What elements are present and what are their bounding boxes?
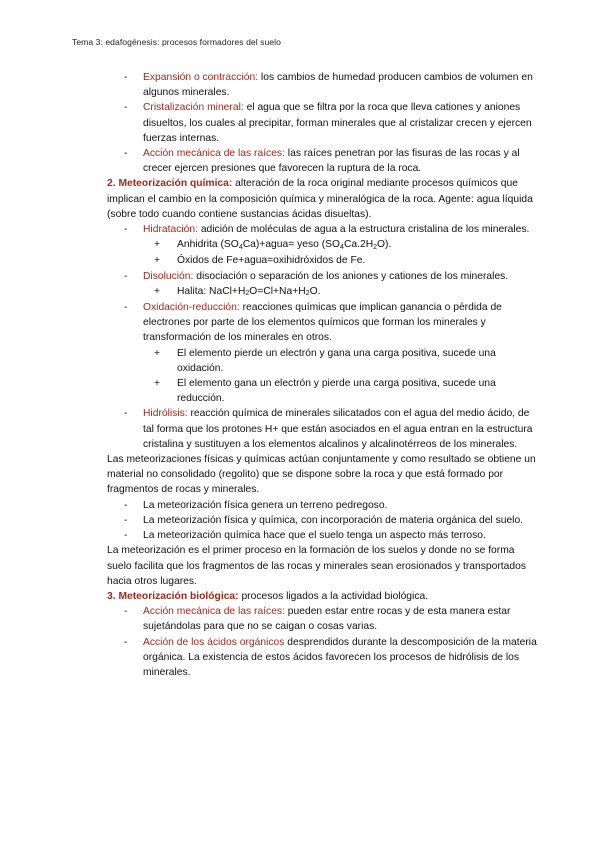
section-chemical: 2. Meteorización química: alteración de la roca original mediante procesos químicos que implican el cambio en la composición química y mineralógica de la roca. Agente: agua líquida (sobre todo cuando contiene sustancias ácidas disueltas). bbox=[107, 178, 533, 220]
list-item: - La meteorización física y química, con incorporación de materia orgánica del suelo. bbox=[124, 514, 524, 526]
document-body bbox=[107, 70, 537, 680]
list-item: - Oxidación-reducción: reacciones químicas que implican ganancia o pérdida de electrones por parte de los elementos químicos que forman los minerales y transformación de los minerales en otros. bbox=[124, 302, 502, 344]
section-heading: 3. Meteorización biológica: bbox=[107, 590, 239, 602]
list-item: - Hidratación: adición de moléculas de agua a la estructura cristalina de los minerales. bbox=[124, 224, 530, 236]
list-item: - Acción de los ácidos orgánicos desprendidos durante la descomposición de la materia orgánica. La existencia de estos ácidos favorecen los procesos de hidrólisis de los minerales. bbox=[124, 636, 537, 678]
sub-list-item: + El elemento gana un electrón y pierde una carga positiva, sucede una reducción. bbox=[154, 378, 496, 405]
sub-list-item: + Óxidos de Fe+agua=oxihidróxidos de Fe. bbox=[154, 255, 366, 267]
list-item: - Hidrólisis: reacción química de minerales silicatados con el agua del medio ácido, de tal forma que los protones H+ que están asociados en el agua entran en la estructura cristalina y sustituyen a los elementos alcalinos y alcalinotérreos de los minerales. bbox=[124, 408, 533, 450]
paragraph: Las meteorizaciones físicas y químicas actúan conjuntamente y como resultado se obtiene un material no consolidado (regolito) que se dispone sobre la roca y que está formado por fragmentos de rocas y minerales. bbox=[107, 454, 536, 496]
list-item: - Disolución: disociación o separación de los aniones y cationes de los minerales. bbox=[124, 270, 509, 282]
sub-list-item: + Anhidrita $(SO_4Ca)+agua=$ yeso $(SO_4Ca.2H_2O)$. bbox=[154, 239, 392, 251]
list-item: - Acción mecánica de las raíces: pueden estar entre rocas y de esta manera estar sujetándolas para que no se caigan o cosas varias. bbox=[124, 606, 511, 633]
paragraph: La meteorización es el primer proceso en la formación de los suelos y donde no se forma suelo facilita que los fragmentos de las rocas y minerales sean erosionados y transportados hacia otros lugares. bbox=[107, 545, 526, 587]
list-item: - La meteorización física genera un terreno pedregoso. bbox=[124, 499, 388, 511]
page-header: Tema 3: edafogénesis: procesos formadores del suelo bbox=[72, 37, 281, 47]
sub-list-item: + Halita: $NaCl+H_2O=Cl+Na+H_2O$. bbox=[154, 285, 321, 298]
list-item: - La meteorización química hace que el suelo tenga un aspecto más terroso. bbox=[124, 530, 486, 542]
section-heading: 2. Meteorización química: bbox=[107, 178, 233, 190]
list-item: - Cristalización mineral: el agua que se filtra por la roca que lleva cationes y aniones disueltos, los cuales al precipitar, forman minerales que al cristalizar crecen y ejercen fuerzas internas. bbox=[124, 102, 532, 144]
sub-list-item: + El elemento pierde un electrón y gana una carga positiva, sucede una oxidación. bbox=[154, 347, 496, 374]
list-item: - Expansión o contracción: los cambios de humedad producen cambios de volumen en algunos minerales. bbox=[124, 72, 533, 99]
section-biological: 3. Meteorización biológica: procesos ligados a la actividad biológica. bbox=[107, 590, 429, 602]
list-item: - Acción mecánica de las raíces: las raíces penetran por las fisuras de las rocas y al crecer ejercen presiones que favorecen la ruptura de la roca. bbox=[124, 148, 520, 175]
